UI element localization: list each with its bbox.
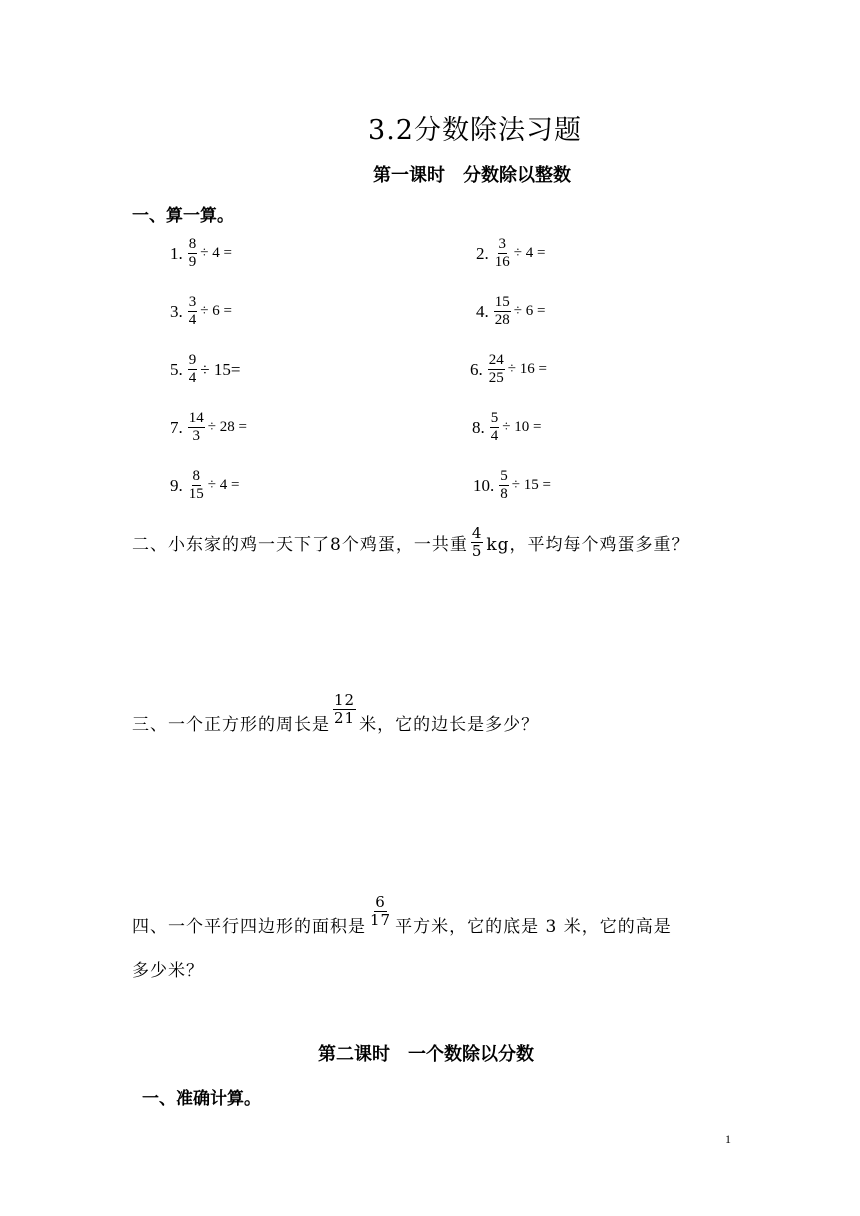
fraction: $\frac{5}{8}$ <box>500 468 508 502</box>
problem-rest: ÷ 15 = <box>511 477 551 493</box>
problem-rest: ÷ 6 = <box>200 303 232 319</box>
problem-label: 1. <box>170 243 183 263</box>
problem-label: 2. <box>476 243 489 263</box>
fraction: $\frac{8}{15}$ <box>188 468 204 502</box>
problem-label: 5. <box>170 359 183 379</box>
question-4-before: 四、一个平行四边形的面积是 <box>132 917 366 937</box>
problem-label: 10. <box>473 475 495 495</box>
question-2-before: 二、小东家的鸡一天下了8个鸡蛋，一共重 <box>132 535 468 555</box>
question-4-line2: 多少米？ <box>132 961 204 981</box>
problem-label: 3. <box>170 301 183 321</box>
fraction: $\frac{3}{4}$ <box>188 294 197 328</box>
problem-rest: ÷ 6 = <box>513 303 546 319</box>
problem-label: 6. <box>470 359 483 379</box>
question-3 <box>132 684 539 735</box>
problem-rest: ÷ 4 = <box>207 477 240 493</box>
problem-rest: ÷ 15= <box>200 359 241 379</box>
fraction: $\frac{5}{4}$ <box>490 410 499 444</box>
problem-10 <box>473 468 551 503</box>
fraction: $\frac{8}{9}$ <box>188 236 197 270</box>
problem-rest: ÷ 16 = <box>507 361 547 377</box>
page-title: 3.2分数除法习题 <box>368 115 582 146</box>
section1-heading: 一、算一算。 <box>132 206 234 226</box>
lesson2-subtitle: 第二课时 一个数除以分数 <box>318 1044 534 1065</box>
question-2-after: kg，平均每个鸡蛋多重？ <box>486 535 690 555</box>
problem-rest: ÷ 10 = <box>502 419 542 435</box>
problem-label: 4. <box>476 301 489 321</box>
problem-3 <box>170 294 232 329</box>
problem-rest: ÷ 28 = <box>207 419 247 435</box>
fraction: $\frac{3}{16}$ <box>494 236 510 270</box>
question-4 <box>132 886 672 937</box>
problem-label: 7. <box>170 417 183 437</box>
question-2 <box>132 525 690 560</box>
problem-8 <box>472 410 541 445</box>
page-number: 1 <box>725 1132 731 1146</box>
fraction: $\frac{9}{4}$ <box>188 352 197 386</box>
problem-6 <box>470 352 547 387</box>
fraction: $\frac{4}{5}$ <box>471 524 483 560</box>
fraction: $\frac{15}{28}$ <box>494 294 510 328</box>
fraction: $\frac{12}{21}$ <box>334 691 356 727</box>
problem-7 <box>170 410 247 445</box>
question-3-after: 米，它的边长是多少？ <box>359 715 540 735</box>
lesson1-subtitle: 第一课时 分数除以整数 <box>373 165 571 186</box>
problem-label: 9. <box>170 475 183 495</box>
problem-1 <box>170 236 232 271</box>
problem-rest: ÷ 4 = <box>513 245 546 261</box>
problem-9 <box>170 468 239 503</box>
fraction: $\frac{24}{25}$ <box>488 352 504 386</box>
problem-2 <box>476 236 545 271</box>
fraction: $\frac{14}{3}$ <box>188 410 204 444</box>
fraction: $\frac{6}{17}$ <box>370 893 392 929</box>
problem-5 <box>170 352 240 387</box>
problem-rest: ÷ 4 = <box>200 245 232 261</box>
section1-heading-lesson2: 一、准确计算。 <box>142 1089 261 1109</box>
problem-label: 8. <box>472 417 485 437</box>
question-3-before: 三、一个正方形的周长是 <box>132 715 330 735</box>
problem-4 <box>476 294 545 329</box>
question-4-after: 平方米，它的底是 3 米，它的高是 <box>395 917 672 937</box>
